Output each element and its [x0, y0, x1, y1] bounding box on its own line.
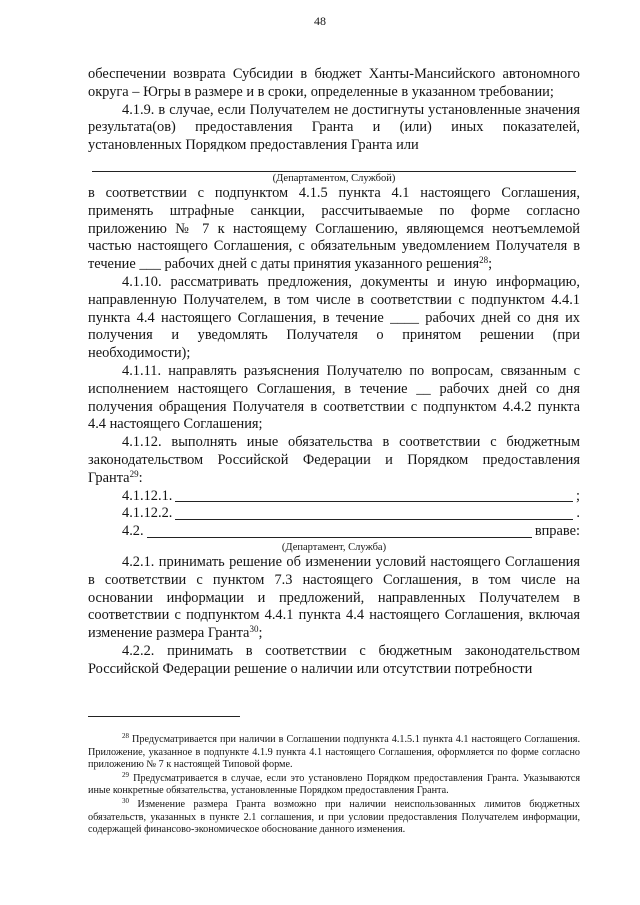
paragraph-4-1-11: 4.1.11. направлять разъяснения Получателю по вопросам, связанным с исполнением настоящего Соглашения, в течение __ рабочих дней со дня получения обращения Получателя в соответствии с подпунктом 4.4.2 пункта 4.4 настоящего Соглашения; — [88, 362, 580, 433]
fill-label-4-1-12-2: 4.1.12.2. — [122, 505, 173, 522]
document-body — [88, 66, 580, 679]
footnote-30 — [88, 796, 580, 837]
paragraph-4-1-12-text: 4.1.12. выполнять иные обязательства в соответствии с бюджетным законодательством Российской Федерации и Порядком предоставления Гранта — [88, 434, 580, 486]
fill-line-4-1-12-2 — [88, 505, 580, 523]
footnote-text: Предусматривается в случае, если это установлено Порядком предоставления Гранта. Указываются иные конкретные обязательства, установленные Порядком предоставления Гранта. — [88, 772, 581, 797]
paragraph-4-2-1-end: ; — [258, 625, 263, 642]
footnote-text: Предусматривается при наличии в Соглашении подпункта 4.1.5.1 пункта 4.1 настоящего Соглашения. Приложение, указанное в подпункте 4.1.9 пункта 4.1 настоящего Соглашения, оформляется по форме согласно приложению № 7 к настоящей Типовой форме. — [88, 734, 580, 771]
footnote-28 — [88, 734, 580, 772]
footnote-ref-29: 29 — [129, 468, 139, 479]
blank-line-4-2 — [147, 524, 532, 538]
paragraph-penalties-text: в соответствии с подпунктом 4.1.5 пункта 4.1 настоящего Соглашения, применять штрафные санкции, рассчитываемые по форме согласно приложению № 7 к настоящему Соглашению, являющемся неотъемлемой частью настоящего Соглашения, с обязательным уведомлением Получателя в течение ___ рабочих дней с даты принятия указанного решения — [88, 184, 580, 273]
fill-end-4-2: вправе: — [534, 523, 580, 540]
caption-department: (Департаментом, Службой) — [272, 172, 396, 184]
footnote-number: 28 — [122, 732, 129, 740]
paragraph-4-2-1 — [88, 554, 580, 643]
fill-label-4-1-12-1: 4.1.12.1. — [122, 487, 173, 504]
page-number: 48 — [314, 14, 326, 28]
paragraph-return-subsidy: обеспечении возврата Субсидии в бюджет Ханты-Мансийского автономного округа – Югры в размере и в сроки, определенные в указанном требовании; — [88, 66, 580, 100]
footnote-number: 29 — [122, 770, 129, 779]
footnote-number: 30 — [122, 796, 129, 805]
footnotes — [88, 734, 580, 838]
paragraph-4-2-1-text: 4.2.1. принимать решение об изменении условий настоящего Соглашения в соответствии с пунктом 7.3 настоящего Соглашения, в том числе на основании информации и предложений, направленных Получателем в соответствии с подпунктом 4.4.1 пункта 4.4 настоящего Соглашения, включая изменение размера Гранта — [88, 553, 580, 642]
paragraph-penalties-end: ; — [488, 256, 493, 273]
blank-line-4-1-12-1 — [175, 488, 573, 502]
footnote-29 — [88, 770, 581, 798]
fill-end-4-1-12-1: ; — [576, 487, 580, 504]
paragraph-4-1-12-end: : — [138, 469, 143, 486]
footnote-separator — [88, 716, 240, 717]
paragraph-4-1-10: 4.1.10. рассматривать предложения, документы и иную информацию, направленную Получателем, в том числе в соответствии с подпунктом 4.4.1 пункта 4.4 настоящего Соглашения, в течение ____ рабочих дней со дня их получения и уведомлять Получателя о принятом решении (при необходимости); — [88, 273, 580, 362]
footnote-ref-28: 28 — [479, 255, 489, 266]
blank-line-4-1-12-2 — [175, 506, 573, 520]
fill-line-4-2 — [88, 523, 580, 541]
fill-end-4-1-12-2: . — [576, 505, 580, 522]
paragraph-penalties — [88, 185, 580, 274]
paragraph-4-1-9: 4.1.9. в случае, если Получателем не достигнуты установленные значения результата(ов) предоставления Гранта и (или) иных показателей, установленных Порядком предоставления Гранта или — [88, 101, 580, 154]
fill-label-4-2: 4.2. — [122, 523, 144, 540]
caption-department-service: (Департамент, Служба) — [281, 541, 387, 553]
blank-line-department — [92, 155, 576, 172]
paragraph-4-1-12 — [88, 434, 580, 487]
footnote-ref-30: 30 — [249, 624, 259, 635]
footnote-text: Изменение размера Гранта возможно при наличии неиспользованных лимитов бюджетных обязательств, указанных в пункте 2.1 соглашения, и при условии предоставления Получателем информации, содержащей финансово-экономическое обоснование данного изменения. — [88, 798, 580, 836]
fill-line-4-1-12-1 — [88, 488, 580, 506]
paragraph-4-2-2: 4.2.2. принимать в соответствии с бюджетным законодательством Российской Федерации решение о наличии или отсутствии потребности — [88, 642, 580, 677]
